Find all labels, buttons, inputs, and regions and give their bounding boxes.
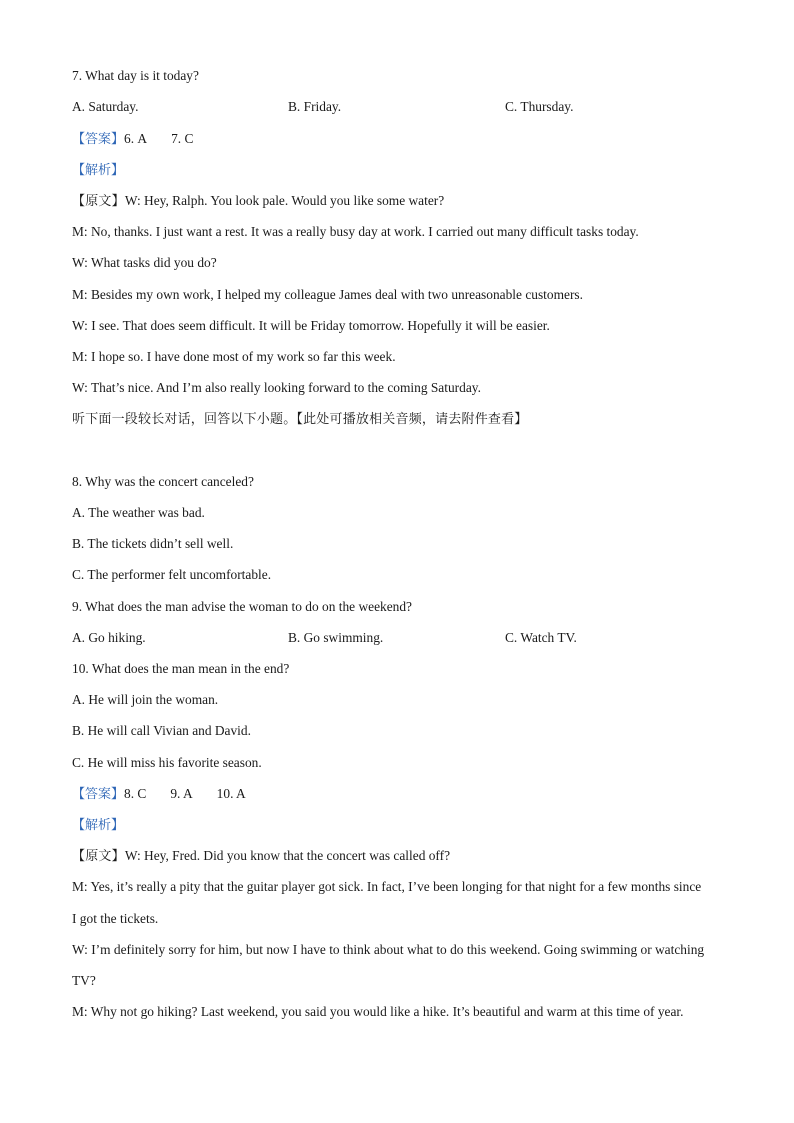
question-7: 7. What day is it today? [72, 68, 199, 83]
analysis-line-1 [72, 161, 734, 180]
transcript-line: M: No, thanks. I just want a rest. It was a really busy day at work. I carried out many difficult tasks today. [72, 224, 639, 239]
transcript-text: W: Hey, Ralph. You look pale. Would you like some water? [124, 193, 445, 208]
question-8: 8. Why was the concert canceled? [72, 474, 254, 489]
q10-option-c: C. He will miss his favorite season. [72, 755, 262, 770]
transcript-line: I got the tickets. [72, 911, 159, 926]
transcript-line: W: That’s nice. And I’m also really looking forward to the coming Saturday. [72, 380, 481, 395]
transcript-line: TV? [72, 973, 96, 988]
q10-option-b: B. He will call Vivian and David. [72, 723, 251, 738]
answer-value: 8. C [124, 786, 147, 801]
answer-value: 9. A [170, 786, 193, 801]
original-tag: 【原文】 [72, 194, 125, 209]
q8-option-b: B. The tickets didn’t sell well. [72, 536, 234, 551]
q10-option-a: A. He will join the woman. [72, 692, 219, 707]
original-tag: 【原文】 [72, 849, 125, 864]
answer-line-2 [72, 785, 734, 804]
transcript-line: W: I see. That does seem difficult. It will be Friday tomorrow. Hopefully it will be easier. [72, 318, 550, 333]
q7-option-a: A. Saturday. [72, 99, 139, 114]
answer-tag: 【答案】 [72, 787, 125, 802]
transcript-text: W: Hey, Fred. Did you know that the concert was called off? [124, 848, 451, 863]
answer-value: 10. A [216, 786, 246, 801]
q9-option-b: B. Go swimming. [288, 630, 384, 645]
q7-option-b: B. Friday. [288, 99, 342, 114]
transcript-line: M: Besides my own work, I helped my colleague James deal with two unreasonable customers. [72, 287, 583, 302]
analysis-line-2 [72, 816, 734, 835]
answer-value: 6. A [124, 131, 148, 146]
answer-value: 7. C [171, 131, 194, 146]
answer-tag: 【答案】 [72, 132, 125, 147]
analysis-tag: 【解析】 [72, 818, 125, 833]
transcript-line: W: I’m definitely sorry for him, but now I have to think about what to do this weekend. Going swimming or watching [72, 942, 705, 957]
transcript-line [72, 192, 734, 211]
transcript-line [72, 847, 734, 866]
q8-option-a: A. The weather was bad. [72, 505, 205, 520]
transcript-line: M: Yes, it’s really a pity that the guitar player got sick. In fact, I’ve been longing for that night for a few months since [72, 879, 702, 894]
transcript-line: M: I hope so. I have done most of my work so far this week. [72, 349, 396, 364]
analysis-tag: 【解析】 [72, 163, 125, 178]
q9-option-a: A. Go hiking. [72, 630, 146, 645]
q7-option-c: C. Thursday. [505, 99, 574, 114]
transcript-line: M: Why not go hiking? Last weekend, you said you would like a hike. It’s beautiful and warm at this time of year. [72, 1004, 684, 1019]
question-10: 10. What does the man mean in the end? [72, 661, 290, 676]
listening-instruction: 听下面一段较长对话，回答以下小题。【此处可播放相关音频，请去附件查看】 [72, 412, 528, 427]
answer-line-1 [72, 130, 734, 149]
q8-option-c: C. The performer felt uncomfortable. [72, 567, 272, 582]
transcript-line: W: What tasks did you do? [72, 255, 217, 270]
q9-option-c: C. Watch TV. [505, 630, 577, 645]
question-9: 9. What does the man advise the woman to do on the weekend? [72, 599, 413, 614]
